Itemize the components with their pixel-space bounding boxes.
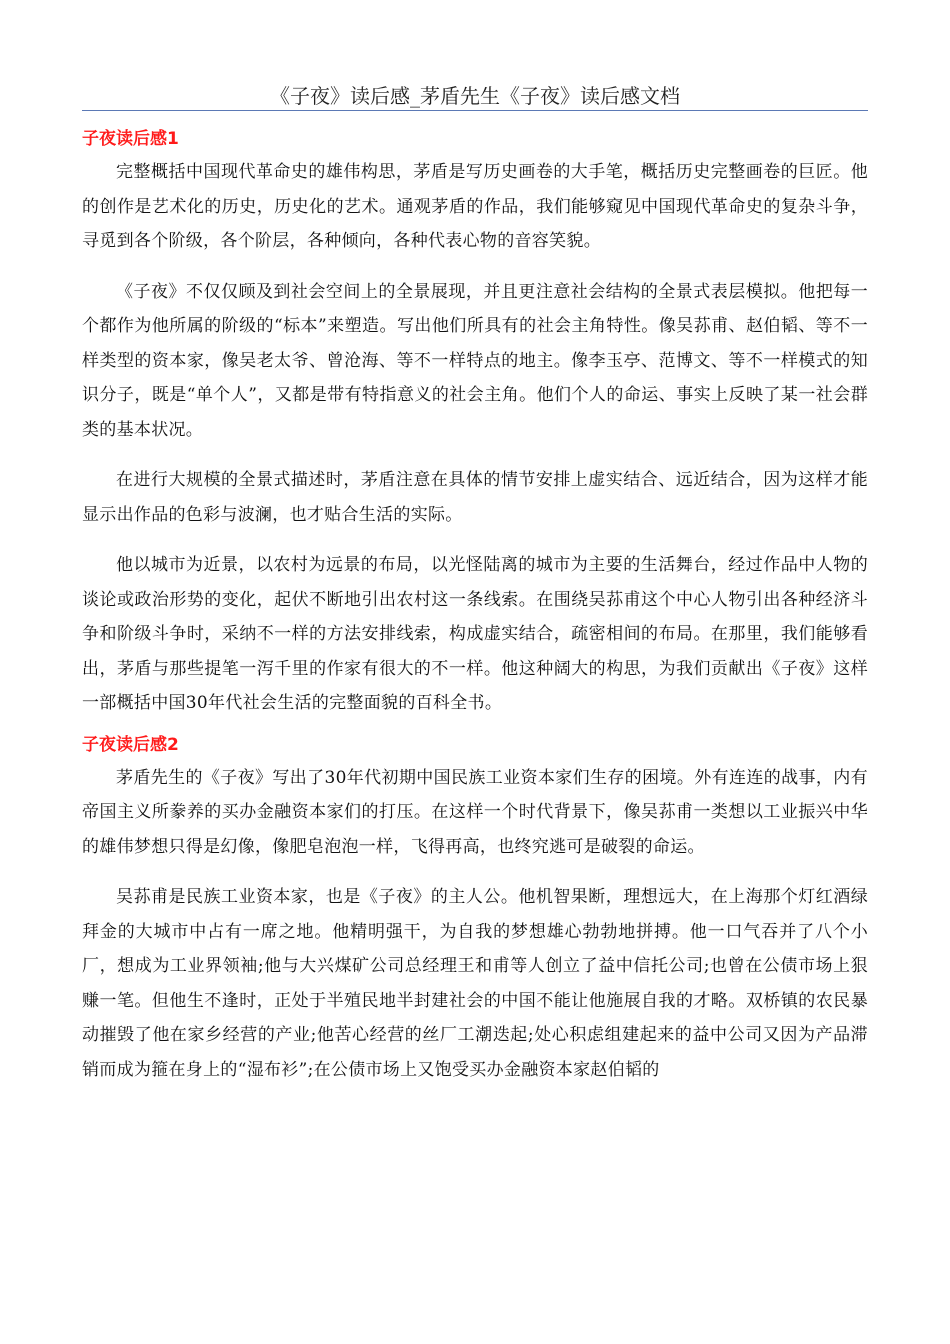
document-title: 《子夜》读后感_茅盾先生《子夜》读后感文档 bbox=[82, 84, 868, 111]
section-2 bbox=[82, 733, 868, 1088]
paragraph: 他以城市为近景，以农村为远景的布局，以光怪陆离的城市为主要的生活舞台，经过作品中人物的谈论或政治形势的变化，起伏不断地引出农村这一条线索。在围绕吴荪甫这个中心人物引出各种经济斗争和阶级斗争时，采纳不一样的方法安排线索，构成虚实结合，疏密相间的布局。在那里，我们能够看出，茅盾与那些提笔一泻千里的作家有很大的不一样。他这种阔大的构思，为我们贡献出《子夜》这样一部概括中国30年代社会生活的完整面貌的百科全书。 bbox=[82, 555, 868, 713]
paragraph: 吴荪甫是民族工业资本家，也是《子夜》的主人公。他机智果断，理想远大，在上海那个灯红酒绿拜金的大城市中占有一席之地。他精明强干，为自我的梦想雄心勃勃地拼搏。他一口气吞并了八个小厂，想成为工业界领袖;他与大兴煤矿公司总经理王和甫等人创立了益中信托公司;也曾在公债市场上狠赚一笔。但他生不逢时，正处于半殖民地半封建社会的中国不能让他施展自我的才略。双桥镇的农民暴动摧毁了他在家乡经营的产业;他苦心经营的丝厂工潮迭起;处心积虑组建起来的益中公司又因为产品滞销而成为箍在身上的“湿布衫”;在公债市场上又饱受买办金融资本家赵伯韬的 bbox=[82, 887, 868, 1080]
section-heading: 子夜读后感2 bbox=[82, 734, 179, 755]
paragraph: 在进行大规模的全景式描述时，茅盾注意在具体的情节安排上虚实结合、远近结合，因为这样才能显示出作品的色彩与波澜，也才贴合生活的实际。 bbox=[82, 470, 868, 525]
section-heading: 子夜读后感1 bbox=[82, 129, 179, 149]
document-body bbox=[82, 127, 868, 1103]
paragraph: 完整概括中国现代革命史的雄伟构思，茅盾是写历史画卷的大手笔，概括历史完整画卷的巨匠。他的创作是艺术化的历史，历史化的艺术。通观茅盾的作品，我们能够窥见中国现代革命史的复杂斗争，寻觅到各个阶级，各个阶层，各种倾向，各种代表心物的音容笑貌。 bbox=[82, 162, 868, 251]
section-1 bbox=[82, 127, 868, 721]
paragraph: 茅盾先生的《子夜》写出了30年代初期中国民族工业资本家们生存的困境。外有连连的战事，内有帝国主义所豢养的买办金融资本家们的打压。在这样一个时代背景下，像吴荪甫一类想以工业振兴中华的雄伟梦想只得是幻像，像肥皂泡泡一样，飞得再高，也终究逃可是破裂的命运。 bbox=[82, 767, 868, 857]
paragraph: 《子夜》不仅仅顾及到社会空间上的全景展现，并且更注意社会结构的全景式表层模拟。他把每一个都作为他所属的阶级的“标本”来塑造。写出他们所具有的社会主角特性。像吴荪甫、赵伯韬、等不一样类型的资本家，像吴老太爷、曾沧海、等不一样特点的地主。像李玉亭、范博文、等不一样模式的知识分子，既是“单个人”，又都是带有特指意义的社会主角。他们个人的命运、事实上反映了某一社会群类的基本状况。 bbox=[82, 281, 868, 440]
